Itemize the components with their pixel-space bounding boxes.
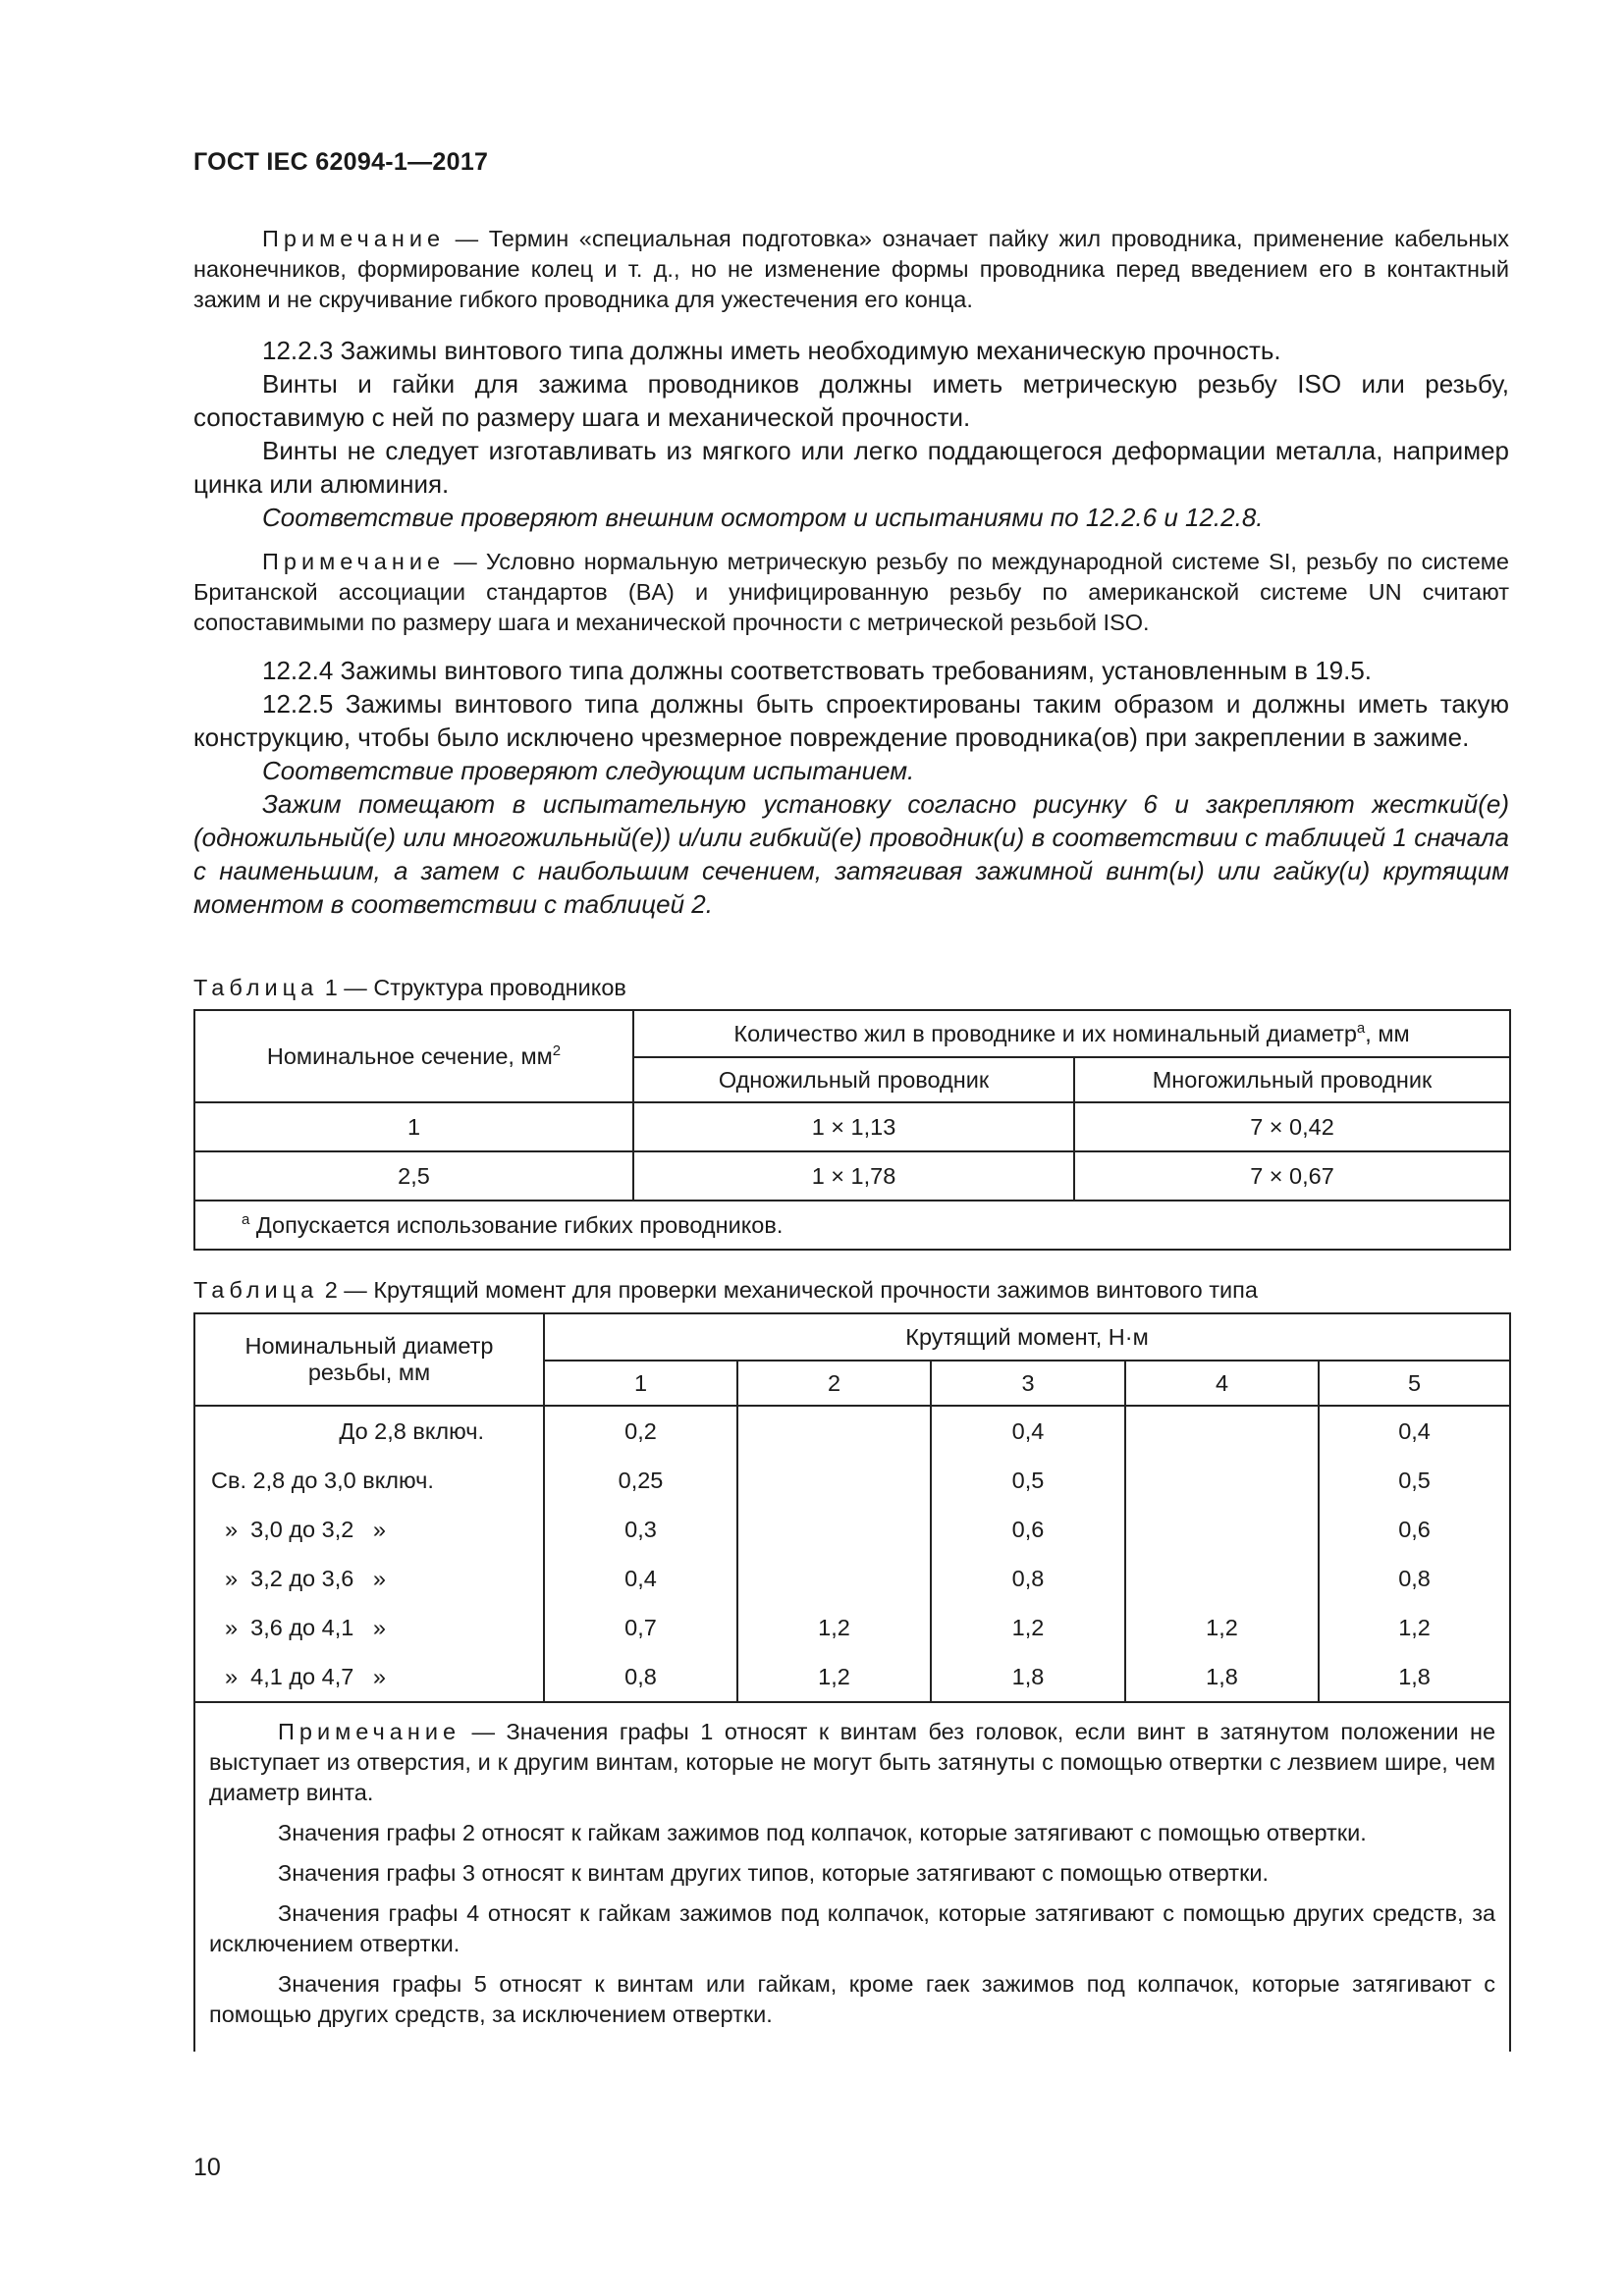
page-number: 10 [193, 2154, 221, 2181]
paragraph-compliance-1: Соответствие проверяют внешним осмотром и испытаниями по 12.2.6 и 12.2.8. [262, 503, 1264, 532]
note-2-text: — Условно нормальную метрическую резьбу по международной системе SI, резьбу по системе Британской ассоциации стандартов (BA) и унифицированную резьбу по американской системе UN считают сопоставимыми по размеру шага и механической прочности с метрической резьбой ISO. [193, 549, 1510, 635]
table-1-conductor-structure [193, 1009, 1511, 1251]
table-2-notes [194, 1702, 1510, 2052]
table-2-col-4: 4 [1125, 1361, 1319, 1406]
table-row: » 4,1 до 4,7 » 0,8 1,2 1,8 1,8 1,8 [194, 1652, 1510, 1702]
table-row: » 3,6 до 4,1 » 0,7 1,2 1,2 1,2 1,2 [194, 1603, 1510, 1652]
table-row: 2,5 1 × 1,78 7 × 0,67 [194, 1151, 1510, 1201]
paragraph-12-2-3: 12.2.3 Зажимы винтового типа должны иметь необходимую механическую прочность. [262, 336, 1281, 365]
paragraph-test-procedure: Зажим помещают в испытательную установку согласно рисунку 6 и закрепляют жесткий(е) (одножильный(е) или многожильный(е)) и/или гибкий(е) проводник(и) в соответствии с таблицей 1 сначала с наименьшим, а затем с наибольшим сечением, затягивая зажимной винт(ы) или гайку(и) крутящим моментом в соответствии с таблицей 2. [193, 789, 1509, 919]
table-2-torque [193, 1312, 1511, 2052]
table-2-note-2: Значения графы 2 относят к гайкам зажимов под колпачок, которые затягивают с помощью отвертки. [278, 1820, 1367, 1845]
paragraph-screws-material: Винты не следует изготавливать из мягкого или легко поддающегося деформации металла, например цинка или алюминия. [193, 436, 1509, 499]
table-2-col-3: 3 [931, 1361, 1125, 1406]
table-1-footnote: $^a$ Допускается использование гибких проводников. [194, 1201, 1510, 1250]
note-label: Примечание [262, 549, 446, 574]
note-2 [193, 547, 1509, 638]
table-row: » 3,0 до 3,2 » 0,3 0,6 0,6 [194, 1505, 1510, 1554]
note-1-text: — Термин «специальная подготовка» означает пайку жил проводника, применение кабельных наконечников, формирование колец и т. д., но не изменение формы проводника перед введением его в контактный зажим и не скручивание гибкого проводника для ужестечения его конца. [193, 226, 1510, 312]
paragraph-12-2-5: 12.2.5 Зажимы винтового типа должны быть спроектированы таким образом и должны иметь такую конструкцию, чтобы было исключено чрезмерное повреждение проводника(ов) при закреплении в зажиме. [193, 689, 1509, 752]
paragraph-screws-thread: Винты и гайки для зажима проводников должны иметь метрическую резьбу ISO или резьбу, сопоставимую с ней по размеру шага и механической прочности. [193, 369, 1509, 432]
table-2-header-diameter: Номинальный диаметр резьбы, мм [194, 1313, 544, 1406]
note-label: Примечание [262, 226, 446, 251]
table-row: До 2,8 включ. 0,2 0,4 0,4 [194, 1406, 1510, 1456]
table-1-header-section: Номинальное сечение, $мм^2$ [194, 1010, 633, 1102]
table-2-note-3: Значения графы 3 относят к винтам других типов, которые затягивают с помощью отвертки. [278, 1860, 1270, 1886]
table-2-note-4: Значения графы 4 относят к гайкам зажимов под колпачок, которые затягивают с помощью других средств, за исключением отвертки. [209, 1900, 1496, 1956]
table-row: Св. 2,8 до 3,0 включ. 0,25 0,5 0,5 [194, 1456, 1510, 1505]
section-12-2-3 [193, 334, 1509, 534]
table-2-col-1: 1 [544, 1361, 737, 1406]
note-1 [193, 224, 1509, 315]
table-2-note-1: Примечание — Значения графы 1 относят к винтам без головок, если винт в затянутом положении не выступает из отверстия, и к другим винтам, которые не могут быть затянуты с помощью отвертки с лезвием шире, чем диаметр винта. [209, 1719, 1496, 1805]
note-block-1 [193, 224, 1509, 315]
table-row: » 3,2 до 3,6 » 0,4 0,8 0,8 [194, 1554, 1510, 1603]
table-1-header-stranded: Многожильный проводник [1074, 1057, 1510, 1102]
table-1-header-group: Количество жил в проводнике и их номинальный диаметр$^a$, мм [633, 1010, 1510, 1057]
table-2-col-5: 5 [1319, 1361, 1510, 1406]
document-header: ГОСТ IEC 62094-1—2017 [193, 148, 489, 176]
section-12-2-4 [193, 654, 1509, 921]
note-block-2 [193, 547, 1509, 638]
table-2-col-2: 2 [737, 1361, 931, 1406]
table-1-header-solid: Одножильный проводник [633, 1057, 1074, 1102]
table-row: 1 1 × 1,13 7 × 0,42 [194, 1102, 1510, 1151]
table-2-note-5: Значения графы 5 относят к винтам или гайкам, кроме гаек зажимов под колпачок, которые затягивают с помощью других средств, за исключением отвертки. [209, 1971, 1496, 2027]
paragraph-compliance-2: Соответствие проверяют следующим испытанием. [262, 756, 915, 785]
table-2-caption: Таблица 2 — Крутящий момент для проверки механической прочности зажимов винтового типа [193, 1277, 1258, 1303]
paragraph-12-2-4: 12.2.4 Зажимы винтового типа должны соответствовать требованиям, установленным в 19.5. [262, 656, 1373, 685]
table-2-header-torque: Крутящий момент, Н·м [544, 1313, 1510, 1361]
table-1-caption: Таблица 1 — Структура проводников [193, 975, 626, 1000]
